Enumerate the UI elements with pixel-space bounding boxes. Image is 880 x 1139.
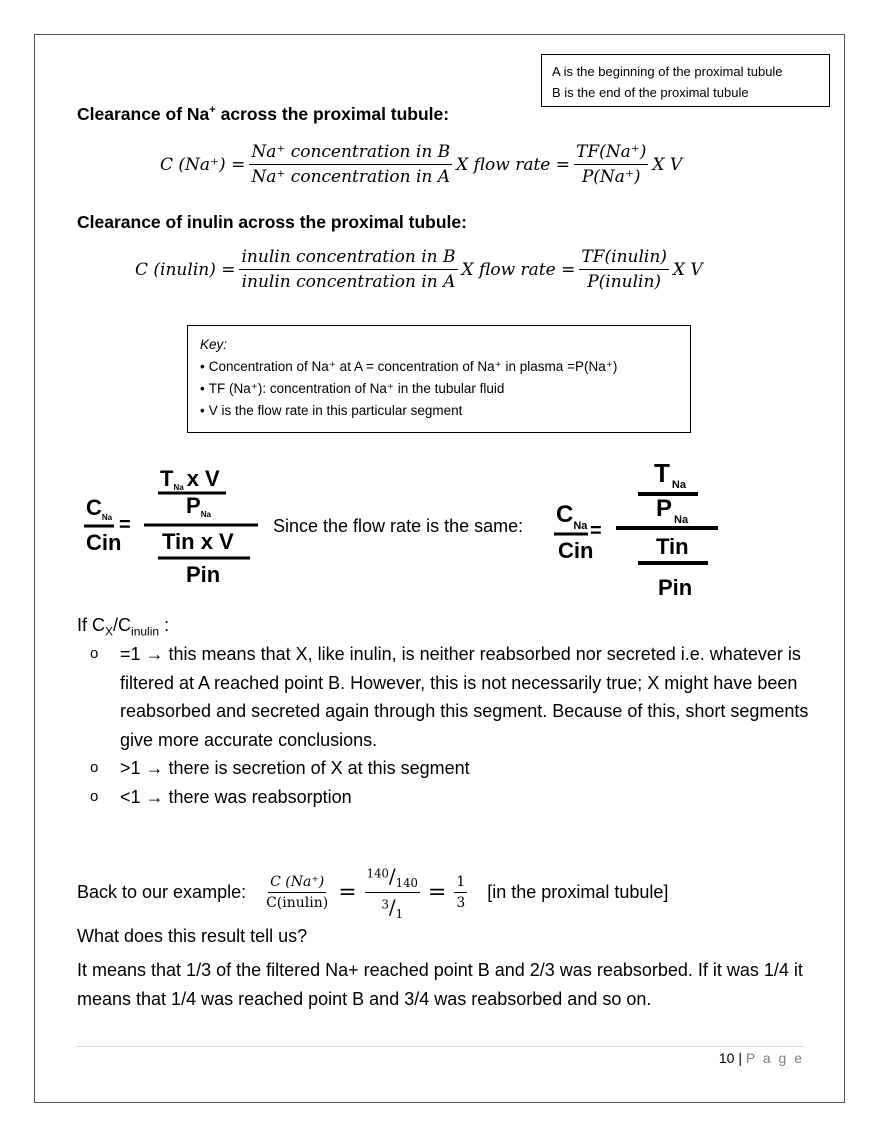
- na-tf-p-fraction: $\frac{TF(Na^+)}{P(Na^+)}$: [576, 142, 647, 187]
- page-footer: 10 | P a g e: [718, 1050, 804, 1066]
- key-title: Key:: [200, 337, 228, 352]
- c-na-label: $C_{Na}$: [556, 501, 588, 532]
- flow-rate-note: Since the flow rate is the same:: [273, 516, 524, 536]
- question-line: What does this result tell us?: [77, 926, 308, 946]
- na-concentration-fraction: $\frac{\text{Na⁺ concentration in B}}{\text{Na⁺ concentration in A}}$: [251, 142, 451, 187]
- p-na-label: P $_{Na}$: [656, 495, 689, 526]
- inulin-clearance-equation: C (inulin) = $\frac{\text{inulin concentration in B}}{\text{inulin concentration in A}}$ X flow rate = $\frac{\text{TF(inulin)}}{\text{P(inulin)}}$ X V: [135, 247, 703, 292]
- page-number: 10: [718, 1050, 735, 1066]
- definition-box: [541, 54, 830, 107]
- circle-bullet-icon: o: [90, 787, 99, 805]
- t-na-xv-label: TNa x V: [160, 466, 220, 492]
- key-item: • Concentration of Na⁺ at A = concentration of Na⁺ in plasma =P(Na⁺): [200, 356, 678, 378]
- p-na-label: PNa: [186, 493, 211, 519]
- example-calculation: Back to our example: $\frac{C (Na^+)}{\text{C(inulin)}}$ = $\frac{^{140}/_{140}}{^3/_1}$ = $\frac{1}{3}$ [in the proximal tubule]: [77, 864, 669, 921]
- inulin-concentration-fraction: $\frac{\text{inulin concentration in B}}{\text{inulin concentration in A}}$: [241, 247, 456, 292]
- na-clearance-heading: Clearance of Na+ across the proximal tubule:: [77, 104, 450, 124]
- clearance-ratio-fraction: $\frac{C (Na^+)}{\text{C(inulin)}}$: [266, 873, 329, 911]
- inulin-clearance-heading: Clearance of inulin across the proximal tubule:: [77, 212, 467, 232]
- c-inulin-label: Cin: [558, 538, 594, 563]
- ratio-condition-line: If $C_X/C_{inulin}$ :: [77, 615, 170, 639]
- inulin-tf-p-fraction: $\frac{\text{TF(inulin)}}{\text{P(inulin)}}$: [581, 247, 667, 292]
- equals-sign: =: [590, 520, 602, 542]
- na-clearance-equation: C (Na⁺) = $\frac{\text{Na⁺ concentration in B}}{\text{Na⁺ concentration in A}}$ X flow rate = $\frac{TF(Na^+)}{P(Na^+)}$ X V: [160, 142, 683, 187]
- c-inulin-label: Cin: [86, 530, 122, 555]
- footer-divider: [76, 1046, 804, 1047]
- circle-bullet-icon: o: [90, 759, 99, 776]
- definition-a: A is the beginning of the proximal tubule: [552, 64, 783, 79]
- key-item: • V is the flow rate in this particular segment: [200, 400, 678, 422]
- t-inulin-label: Tin: [656, 534, 689, 559]
- key-item: • TF (Na⁺): concentration of Na⁺ in the tubular fluid: [200, 378, 678, 400]
- result-fraction: $\frac{1}{3}$: [456, 873, 466, 911]
- page-label: P a g e: [745, 1050, 804, 1066]
- clearance-ratio-figure-left: [80, 460, 265, 595]
- p-inulin-label: Pin: [658, 575, 693, 600]
- clearance-ratio-figure-right: [550, 455, 725, 605]
- list-item: o <1 → there was reabsorption: [90, 783, 810, 812]
- p-inulin-label: Pin: [186, 562, 221, 587]
- key-box: [187, 325, 691, 433]
- list-item: o >1 → there is secretion of X at this segment: [90, 754, 810, 783]
- t-na-label: T $_{Na}$: [654, 458, 686, 491]
- value-ratio-fraction: $\frac{^{140}/_{140}}{^3/_1}$: [366, 864, 418, 921]
- c-na-label: $C_{Na}$: [86, 495, 113, 522]
- equals-sign: =: [119, 514, 131, 536]
- list-item: o =1 → this means that X, like inulin, is neither reabsorbed nor secreted i.e. whatever is filtered at A reached point B. However, this is not necessarily true; X might have been reabsorbed and secreted again through this segment. Because of this, short segments give more accurate conclusions.: [90, 640, 810, 754]
- answer-paragraph: It means that 1/3 of the filtered Na+ reached point B and 2/3 was reabsorbed. If it was 1/4 it means that 1/4 was reached point B and 3/4 was reabsorbed and so on.: [77, 960, 803, 1009]
- ratio-interpretation-list: [90, 640, 810, 811]
- definition-b: B is the end of the proximal tubule: [552, 85, 749, 100]
- t-inulin-xv-label: Tin x V: [162, 529, 234, 554]
- circle-bullet-icon: o: [90, 645, 99, 662]
